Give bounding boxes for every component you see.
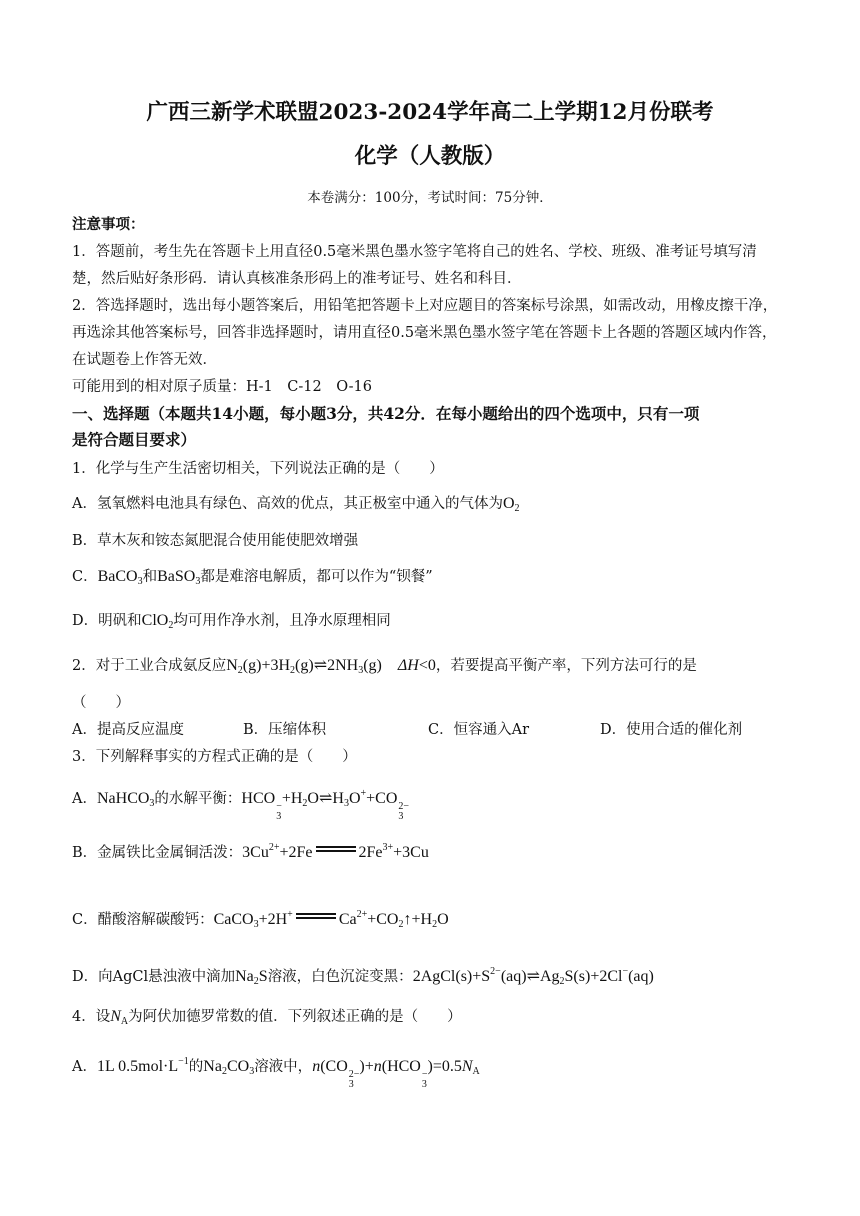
question-4-stem: 4．设$N_A$为阿伏加德罗常数的值．下列叙述正确的是（ ） [72,1008,462,1027]
exam-subtitle: 化学（人教版） [354,144,506,169]
question-3-option-c: C．醋酸溶解碳酸钙：CaCO$_3$+2H+ $Ca^{2+}+CO_2↑+H_2O$ [72,909,449,930]
question-3-option-a: A．NaHCO$_3$的水解平衡：HCO − 3 $+H_2O\rightleftharpoons H_3O^++CO$ 2− 3 [72,788,410,822]
exam-info: 本卷满分：100分，考试时间：75分钟． [307,190,553,206]
question-1-option-c: C．BaCO$_3$和BaSO$_3$都是难溶电解质，都可以作为“钡餐” [72,568,433,587]
notice-heading: 注意事项： [72,216,145,233]
question-2-stem: 2．对于工业合成氨反应$N_2(g)+3H_2(g)\rightleftharpoons 2NH_3(g)$ ΔH<0，若要提高平衡产率，下列方法可行的是 [72,657,697,676]
question-2-option-c: C．恒容通入Ar [428,722,529,738]
notice-item-2-line-2: 再选涂其他答案标号，回答非选择题时，请用直径0.5毫米黑色墨水签字笔在答题卡上各题的答题区域内作答， [72,325,777,341]
question-1-option-b: B．草木灰和铵态氮肥混合使用能使肥效增强 [72,533,359,549]
notice-item-2-line-1: 2．答选择题时，选出每小题答案后，用铅笔把答题卡上对应题目的答案标号涂黑，如需改动，用橡皮擦干净， [72,298,778,314]
notice-item-1-line-1: 1．答题前，考生先在答题卡上用直径0.5毫米黑色墨水签字笔将自己的姓名、学校、班级、准考证号填写清 [72,244,757,260]
question-2-option-b: B．压缩体积 [243,722,327,738]
question-2-stem-line-2: （ ） [72,695,130,711]
section-heading-line-1: 一、选择题（本题共14小题，每小题3分，共42分．在每小题给出的四个选项中，只有一项 [72,404,700,423]
exam-title: 广西三新学术联盟2023-2024学年高二上学期12月份联考 [146,100,714,125]
question-3-option-d: D．向AgCl悬浊液中滴加$Na_2S$溶液，白色沉淀变黑：$2AgCl(s)+S^{2-}(aq)\rightleftharpoons Ag_2S(s)+2Cl^-(aq)$ [72,966,654,987]
atomic-mass-note: 可能用到的相对原子质量：H-1 C-12 O-16 [72,379,372,395]
section-heading-line-2: 是符合题目要求） [72,430,197,449]
question-3-stem: 3．下列解释事实的方程式正确的是（ ） [72,749,357,765]
question-1-stem: 1．化学与生产生活密切相关，下列说法正确的是（ ） [72,461,444,477]
question-2-option-a: A．提高反应温度 [72,722,184,738]
question-2-option-d: D．使用合适的催化剂 [600,722,743,738]
question-1-option-a: A．氢氧燃料电池具有绿色、高效的优点，其正极室中通入的气体为$O_2$ [72,495,520,514]
notice-item-2-line-3: 在试题卷上作答无效． [72,352,217,368]
question-3-option-b: B．金属铁比金属铜活泼：$3Cu^{2+}+2Fe$ $2Fe^{3+}+3Cu$ [72,842,429,861]
question-1-option-d: D．明矾和ClO$_2$均可用作净水剂，且净水原理相同 [72,612,391,631]
notice-item-1-line-2: 楚，然后贴好条形码．请认真核准条形码上的准考证号、姓名和科目． [72,271,522,287]
question-4-option-a: A．1L $0.5mol\cdot L^{-1}$的$Na_2CO_3$溶液中，n(CO 2− 3 )+n(HCO − 3 )$=0.5N_A$ [72,1056,480,1090]
